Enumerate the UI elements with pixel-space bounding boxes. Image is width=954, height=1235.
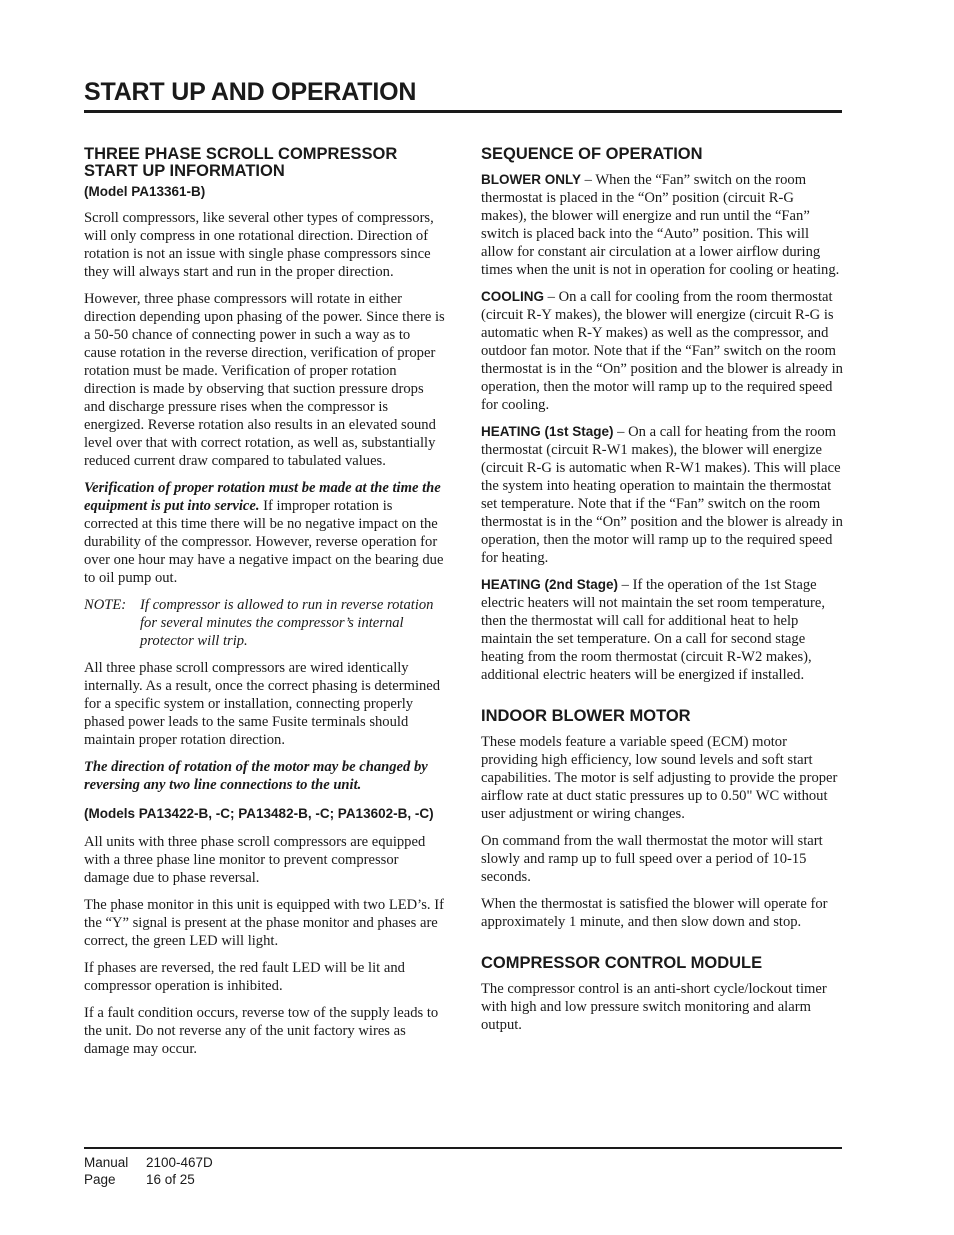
paragraph-text: – On a call for heating from the room thermostat (circuit R-W1 makes), the blower will energize (circuit R-G is automatic when R-W1 makes). This will place the system into heating operation to maintain the thermostat set temperature. Note that if the “Fan” switch on the room thermostat is in the “On” position and the blower is already in operation, then the motor will ramp up to the required speed for heating. (481, 424, 843, 566)
emphasis-text: Verification of proper rotation must be made at the time the equipment is put into service. (84, 480, 441, 514)
paragraph (481, 423, 843, 567)
footer-manual-value: 2100-467D (146, 1155, 213, 1170)
footer-page-row (84, 1171, 213, 1188)
footer-manual-row (84, 1154, 213, 1171)
paragraph (481, 576, 843, 684)
note-label: NOTE: (84, 597, 127, 613)
footer-page-value: 16 of 25 (146, 1172, 195, 1187)
paragraph (481, 288, 843, 414)
right-column (481, 146, 843, 1043)
note-text: If compressor is allowed to run in reverse rotation for several minutes the compressor’s internal protector will trip. (140, 597, 434, 649)
section-heading-three-phase: THREE PHASE SCROLL COMPRESSOR START UP INFORMATION (84, 145, 398, 180)
lead-label: HEATING (2nd Stage) (481, 577, 619, 592)
emphasis-paragraph: The direction of rotation of the motor may be changed by reversing any two line connections to the unit. (84, 759, 428, 793)
lead-label: HEATING (1st Stage) (481, 424, 614, 439)
section-heading-sequence: SEQUENCE OF OPERATION (481, 145, 703, 163)
page-footer (84, 1154, 213, 1188)
footer-page-label: Page (84, 1172, 116, 1187)
paragraph: On command from the wall thermostat the motor will start slowly and ramp up to full speed over a period of 10-15 seconds. (481, 833, 823, 885)
paragraph: The compressor control is an anti-short cycle/lockout timer with high and low pressure switch monitoring and alarm output. (481, 981, 827, 1033)
paragraph-text: – If the operation of the 1st Stage electric heaters will not maintain the set room temperature, then the thermostat will call for additional heat to help maintain the set temperature. On a call for second stage heating from the room thermostat (circuit R-W2 makes), additional electric heaters will be energized if installed. (481, 577, 826, 683)
paragraph-text: – When the “Fan” switch on the room thermostat is placed in the “On” position (circuit R-G makes), the blower will energize and run until the “Fan” switch is placed back into the “Auto” position. This will allow for constant air circulation at a lower airflow during times when the unit is not in operation for cooling or heating. (481, 172, 840, 278)
lead-label: BLOWER ONLY (481, 172, 582, 187)
lead-label: COOLING (481, 289, 544, 304)
paragraph-text: If improper rotation is corrected at this time there will be no negative impact on the durability of the compressor. However, reverse operation for over one hour may have a negative impact on the bearing due to oil pump out. (84, 498, 444, 586)
paragraph: However, three phase compressors will rotate in either direction depending upon phasing of the power. Since there is a 50-50 chance of connecting power in such a way as to cause rotation in the reverse direction, verification of proper rotation must be made. Verification of proper rotation direction is made by observing that suction pressure drops and discharge pressure rises when the compressor is energized. Reverse rotation also results in an elevated sound level over that with correct rotation, as well as, substantially reduced current draw compared to tabulated values. (84, 291, 445, 469)
paragraph (481, 171, 843, 279)
paragraph: When the thermostat is satisfied the blower will operate for approximately 1 minute, and then slow down and stop. (481, 896, 828, 930)
title-rule (84, 110, 842, 113)
paragraph: These models feature a variable speed (ECM) motor providing high efficiency, low sound levels and soft start capabilities. The motor is self adjusting to provide the proper airflow rate at duct static pressures up to 0.50" WC without user adjustment or wiring changes. (481, 734, 838, 822)
section-heading-compressor-control: COMPRESSOR CONTROL MODULE (481, 954, 763, 972)
paragraph: The phase monitor in this unit is equipped with two LED’s. If the “Y” signal is present at the phase monitor and phases are correct, the green LED will light. (84, 897, 444, 949)
page-title: START UP AND OPERATION (84, 78, 417, 106)
models-subheading: (Models PA13422-B, -C; PA13482-B, -C; PA13602-B, -C) (84, 806, 434, 821)
footer-manual-label: Manual (84, 1155, 129, 1170)
paragraph: All units with three phase scroll compressors are equipped with a three phase line monitor to prevent compressor damage due to phase reversal. (84, 834, 426, 886)
paragraph: If phases are reversed, the red fault LED will be lit and compressor operation is inhibited. (84, 960, 405, 994)
paragraph: All three phase scroll compressors are wired identically internally. As a result, once the correct phasing is determined for a specific system or installation, connecting properly phased power leads to the same Fusite terminals should maintain proper rotation direction. (84, 660, 441, 748)
model-subheading: (Model PA13361-B) (84, 184, 206, 199)
left-column (84, 146, 446, 1067)
paragraph (84, 479, 446, 587)
paragraph: Scroll compressors, like several other types of compressors, will only compress in one rotational direction. Direction of rotation is not an issue with single phase compressors since they will always start and run in the proper direction. (84, 210, 434, 280)
paragraph: If a fault condition occurs, reverse tow of the supply leads to the unit. Do not reverse any of the unit factory wires as damage may occur. (84, 1005, 439, 1057)
section-heading-indoor-blower: INDOOR BLOWER MOTOR (481, 707, 691, 725)
footer-rule (84, 1147, 842, 1149)
note (84, 596, 446, 650)
paragraph-text: – On a call for cooling from the room thermostat (circuit R-Y makes), the blower will energize (circuit R-G is automatic when R-Y makes) as well as the compressor, and outdoor fan motor. Note that if the “Fan” switch on the room thermostat is in the “On” position and the blower is already in operation, then the motor will ramp up to the required speed for cooling. (481, 289, 843, 413)
